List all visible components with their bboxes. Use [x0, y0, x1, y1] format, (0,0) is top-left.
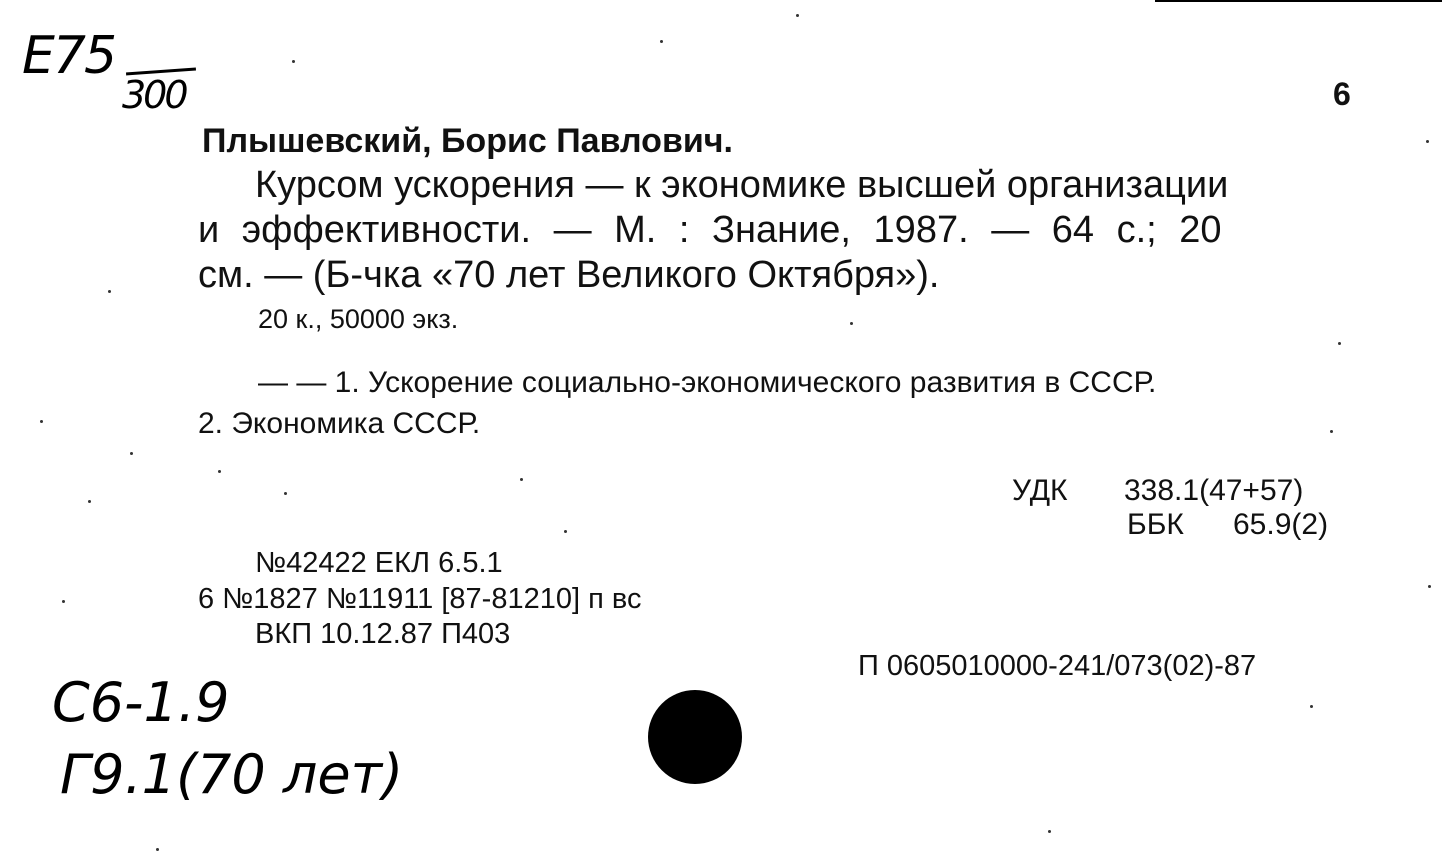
speck: [156, 848, 159, 851]
speck: [284, 492, 287, 495]
speck: [564, 530, 567, 533]
speck: [660, 40, 663, 43]
speck: [292, 60, 295, 63]
speck: [88, 500, 91, 503]
speck: [1426, 140, 1429, 143]
speck: [520, 478, 523, 481]
reg-line-3: ВКП 10.12.87 П403: [255, 618, 511, 650]
speck: [40, 420, 43, 423]
price-line: 20 к., 50000 экз.: [258, 304, 459, 334]
speck: [108, 290, 111, 293]
subjects-line-2: 2. Экономика СССР.: [198, 407, 481, 440]
udk-value: 338.1(47+57): [1124, 474, 1304, 507]
speck: [1048, 830, 1051, 833]
reg-line-2: 6 №1827 №11911 [87-81210] п вс: [198, 583, 642, 615]
reg-line-1: №42422 ЕКЛ 6.5.1: [255, 547, 503, 579]
speck: [1330, 430, 1333, 433]
speck: [130, 452, 133, 455]
speck: [1428, 585, 1431, 588]
index-code: П 0605010000-241/073(02)-87: [858, 650, 1257, 682]
bbk-value: 65.9(2): [1233, 508, 1329, 541]
handwritten-note-2: Г9.1(70 лет): [60, 743, 404, 806]
top-border-line: [1155, 0, 1442, 2]
speck: [62, 600, 65, 603]
udk-label: УДК: [1012, 474, 1068, 507]
bbk-label: ББК: [1127, 508, 1184, 541]
title-line-3: см. — (Б-чка «70 лет Великого Октября»).: [198, 254, 940, 296]
shelfmark-bottom: 300: [122, 73, 186, 117]
speck: [218, 470, 221, 473]
card-number: 6: [1333, 76, 1351, 112]
title-line-2: и эффективности. — М. : Знание, 1987. — 64 с.; 20: [198, 209, 1222, 251]
subjects-line-1: — — 1. Ускорение социально-экономического развития в СССР.: [258, 366, 1157, 399]
author-heading: Плышевский, Борис Павлович.: [202, 122, 733, 160]
card-punch-hole: [648, 690, 742, 784]
speck: [1338, 342, 1341, 345]
speck: [1310, 705, 1313, 708]
speck: [796, 14, 799, 17]
speck: [850, 322, 853, 325]
handwritten-note-1: С6-1.9: [52, 671, 230, 734]
title-line-1: Курсом ускорения — к экономике высшей организации: [255, 164, 1229, 206]
shelfmark-top: Е75: [22, 26, 116, 86]
